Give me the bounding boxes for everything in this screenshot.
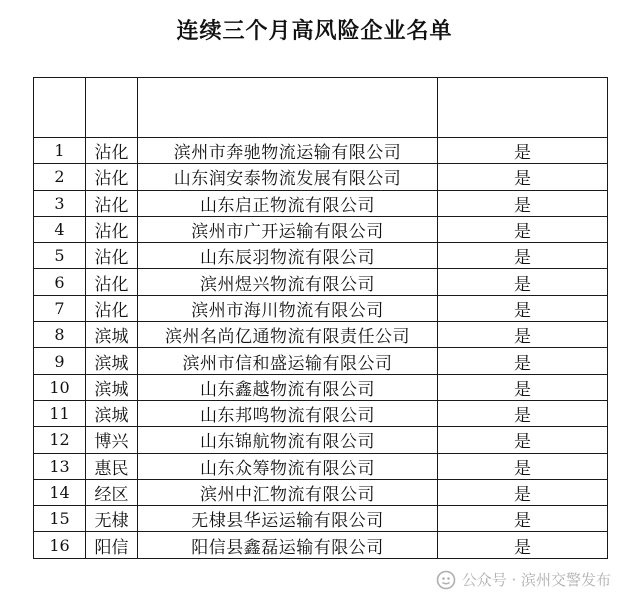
row-high-risk-flag: 是 [438,243,608,269]
table-row [34,400,608,426]
row-number: 15 [34,506,86,532]
row-number: 8 [34,322,86,348]
row-company-name: 滨州市广开运输有限公司 [138,216,438,242]
table-row [34,532,608,558]
header-cell-name [138,78,438,138]
table-row [34,243,608,269]
row-company-name: 滨州中汇物流有限公司 [138,479,438,505]
table-row [34,427,608,453]
row-number: 2 [34,164,86,190]
row-number: 4 [34,216,86,242]
row-high-risk-flag: 是 [438,479,608,505]
row-number: 12 [34,427,86,453]
table-row [34,506,608,532]
row-company-name: 滨州市奔驰物流运输有限公司 [138,138,438,164]
row-district: 沾化 [86,164,138,190]
high-risk-enterprise-table [33,77,608,559]
row-high-risk-flag: 是 [438,532,608,558]
row-district: 沾化 [86,190,138,216]
table-row [34,348,608,374]
row-high-risk-flag: 是 [438,269,608,295]
row-district: 惠民 [86,453,138,479]
row-company-name: 山东润安泰物流发展有限公司 [138,164,438,190]
row-district: 阳信 [86,532,138,558]
row-district: 经区 [86,479,138,505]
row-district: 滨城 [86,400,138,426]
row-high-risk-flag: 是 [438,427,608,453]
row-district: 沾化 [86,295,138,321]
row-district: 沾化 [86,269,138,295]
table-row [34,295,608,321]
wechat-official-account-icon [436,570,456,590]
row-high-risk-flag: 是 [438,295,608,321]
row-number: 16 [34,532,86,558]
table-row [34,479,608,505]
row-high-risk-flag: 是 [438,164,608,190]
row-number: 5 [34,243,86,269]
row-district: 滨城 [86,322,138,348]
watermark [436,569,611,590]
table-row [34,216,608,242]
row-high-risk-flag: 是 [438,506,608,532]
table-row [34,453,608,479]
watermark-text: 公众号 · 滨州交警发布 [461,571,611,589]
header-cell-area [86,78,138,138]
row-district: 无棣 [86,506,138,532]
row-number: 14 [34,479,86,505]
document-title: 连续三个月高风险企业名单 [176,19,453,44]
table-row [34,164,608,190]
row-company-name: 阳信县鑫磊运输有限公司 [138,532,438,558]
row-district: 沾化 [86,216,138,242]
table-row [34,138,608,164]
row-high-risk-flag: 是 [438,216,608,242]
row-high-risk-flag: 是 [438,374,608,400]
row-high-risk-flag: 是 [438,348,608,374]
row-number: 3 [34,190,86,216]
row-high-risk-flag: 是 [438,453,608,479]
row-district: 沾化 [86,138,138,164]
row-number: 11 [34,400,86,426]
row-district: 博兴 [86,427,138,453]
row-company-name: 滨州市信和盛运输有限公司 [138,348,438,374]
row-company-name: 山东启正物流有限公司 [138,190,438,216]
row-number: 6 [34,269,86,295]
row-company-name: 滨州名尚亿通物流有限责任公司 [138,322,438,348]
row-district: 沾化 [86,243,138,269]
table-row [34,269,608,295]
row-company-name: 山东锦航物流有限公司 [138,427,438,453]
row-number: 13 [34,453,86,479]
row-high-risk-flag: 是 [438,322,608,348]
table-row [34,322,608,348]
table-header-row [34,78,608,138]
row-company-name: 山东众筹物流有限公司 [138,453,438,479]
row-high-risk-flag: 是 [438,138,608,164]
row-district: 滨城 [86,348,138,374]
table-row [34,190,608,216]
row-high-risk-flag: 是 [438,400,608,426]
row-number: 1 [34,138,86,164]
row-number: 9 [34,348,86,374]
row-company-name: 山东邦鸣物流有限公司 [138,400,438,426]
row-company-name: 山东辰羽物流有限公司 [138,243,438,269]
table-row [34,374,608,400]
row-company-name: 滨州煜兴物流有限公司 [138,269,438,295]
row-number: 10 [34,374,86,400]
row-company-name: 滨州市海川物流有限公司 [138,295,438,321]
row-number: 7 [34,295,86,321]
row-district: 滨城 [86,374,138,400]
row-high-risk-flag: 是 [438,190,608,216]
header-cell-risk [438,78,608,138]
row-company-name: 无棣县华运运输有限公司 [138,506,438,532]
header-cell-no [34,78,86,138]
row-company-name: 山东鑫越物流有限公司 [138,374,438,400]
